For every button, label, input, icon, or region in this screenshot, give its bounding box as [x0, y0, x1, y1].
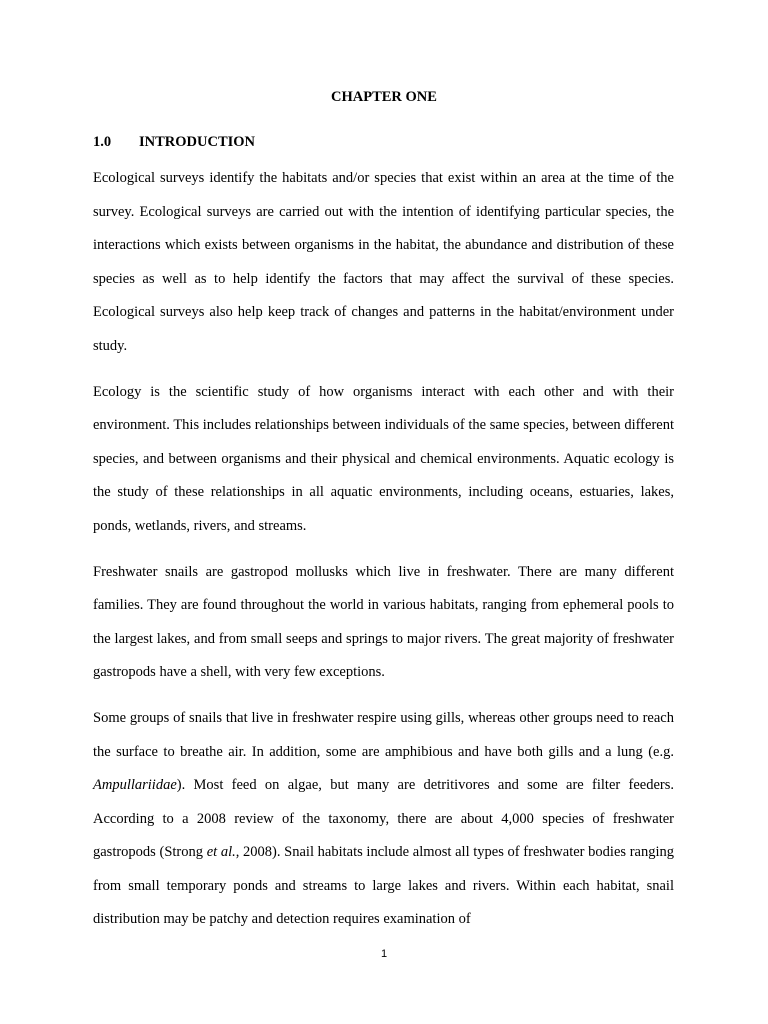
italic-taxon: Ampullariidae: [93, 777, 177, 794]
section-title: INTRODUCTION: [139, 134, 256, 150]
paragraph-text-segment: Some groups of snails that live in freshwater respire using gills, whereas other groups need to reach the surface to breathe air. In addition, some are amphibious and have both gills and a lung (e.g.: [93, 709, 674, 760]
body-text: [93, 162, 674, 949]
paragraph-freshwater-snails: Freshwater snails are gastropod mollusks which live in freshwater. There are many different families. They are found throughout the world in various habitats, ranging from ephemeral pools to the largest lakes, and from small seeps and springs to major rivers. The great majority of freshwater gastropods have a shell, with very few exceptions.: [93, 563, 674, 681]
paragraph-text-segment: ). Most feed on algae, but many are detritivores and some are filter feeders. According to a 2008 review of the taxonomy, there are about 4,000 species of freshwater gastropods (Strong: [93, 777, 674, 861]
section-heading: [93, 133, 255, 151]
italic-citation: et al.: [206, 844, 236, 861]
chapter-title: CHAPTER ONE: [331, 89, 437, 105]
page-number: 1: [380, 948, 388, 960]
paragraph-ecological-surveys: Ecological surveys identify the habitats and/or species that exist within an area at the time of the survey. Ecological surveys are carried out with the intention of identifying particular species, the interactions which exists between organisms in the habitat, the abundance and distribution of these species as well as to help identify the factors that may affect the survival of these species. Ecological surveys also help keep track of changes and patterns in the habitat/environment under study.: [93, 170, 674, 354]
paragraph-snail-respiration: [93, 702, 674, 937]
paragraph-ecology: Ecology is the scientific study of how organisms interact with each other and with their environment. This includes relationships between individuals of the same species, between different species, and between organisms and their physical and chemical environments. Aquatic ecology is the study of these relationships in all aquatic environments, including oceans, estuaries, lakes, ponds, wetlands, rivers, and streams.: [93, 383, 674, 534]
paragraph-text-segment: , 2008). Snail habitats include almost all types of freshwater bodies ranging from small temporary ponds and streams to large lakes and rivers. Within each habitat, snail distribution may be patchy and detection requires examination of: [93, 844, 674, 928]
section-number: 1.0: [93, 134, 112, 150]
